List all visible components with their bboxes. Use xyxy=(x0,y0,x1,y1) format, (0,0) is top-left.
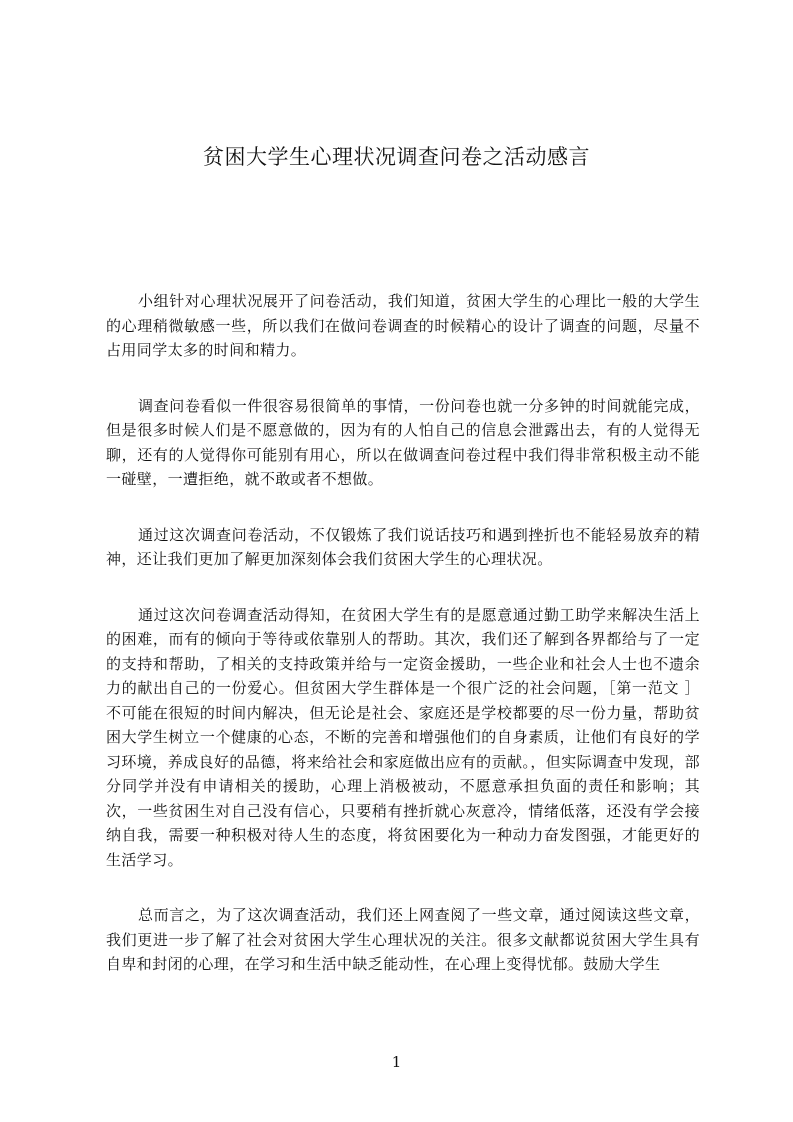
paragraph-1: 小组针对心理状况展开了问卷活动，我们知道，贫困大学生的心理比一般的大学生的心理稍微敏感一些，所以我们在做问卷调查的时候精心的设计了调查的问题，尽量不占用同学太多的时间和精力。 xyxy=(106,292,700,359)
document-body xyxy=(106,289,700,1008)
page-number: 1 xyxy=(391,1053,402,1071)
document-title: 贫困大学生心理状况调查问卷之活动感言 xyxy=(203,145,590,169)
paragraph-3: 通过这次调查问卷活动，不仅锻炼了我们说话技巧和遇到挫折也不能轻易放弃的精神，还让我们更加了解更加深刻体会我们贫困大学生的心理状况。 xyxy=(106,525,700,568)
paragraph-5: 总而言之，为了这次调查活动，我们还上网查阅了一些文章，通过阅读这些文章，我们更进一步了解了社会对贫困大学生心理状况的关注。很多文献都说贫困大学生具有自卑和封闭的心理，在学习和生活中缺乏能动性，在心理上变得忧郁。鼓励大学生 xyxy=(106,906,700,973)
paragraph-4: 通过这次问卷调查活动得知，在贫困大学生有的是愿意通过勤工助学来解决生活上的困难，而有的倾向于等待或依靠别人的帮助。其次，我们还了解到各界都给与了一定的支持和帮助，了相关的支持政策并给与一定资金援助，一些企业和社会人士也不遗余力的献出自己的一份爱心。但贫困大学生群体是一个很广泛的社会问题，［第一范文 ］不可能在很短的时间内解决，但无论是社会、家庭还是学校都要的尽一份力量，帮助贫困大学生树立一个健康的心态，不断的完善和增强他们的自身素质，让他们有良好的学习环境，养成良好的品德，将来给社会和家庭做出应有的贡献。，但实际调查中发现，部分同学并没有申请相关的援助，心理上消极被动，不愿意承担负面的责任和影响；其次，一些贫困生对自己没有信心，只要稍有挫折就心灰意冷，情绪低落，还没有学会接纳自我，需要一种积极对待人生的态度，将贫困要化为一种动力奋发图强，才能更好的生活学习。 xyxy=(106,605,700,869)
paragraph-2: 调查问卷看似一件很容易很简单的事情，一份问卷也就一分多钟的时间就能完成，但是很多时候人们是不愿意做的，因为有的人怕自己的信息会泄露出去，有的人觉得无聊，还有的人觉得你可能别有用心，所以在做调查问卷过程中我们得非常积极主动不能一碰壁，一遭拒绝，就不敢或者不想做。 xyxy=(106,396,700,488)
